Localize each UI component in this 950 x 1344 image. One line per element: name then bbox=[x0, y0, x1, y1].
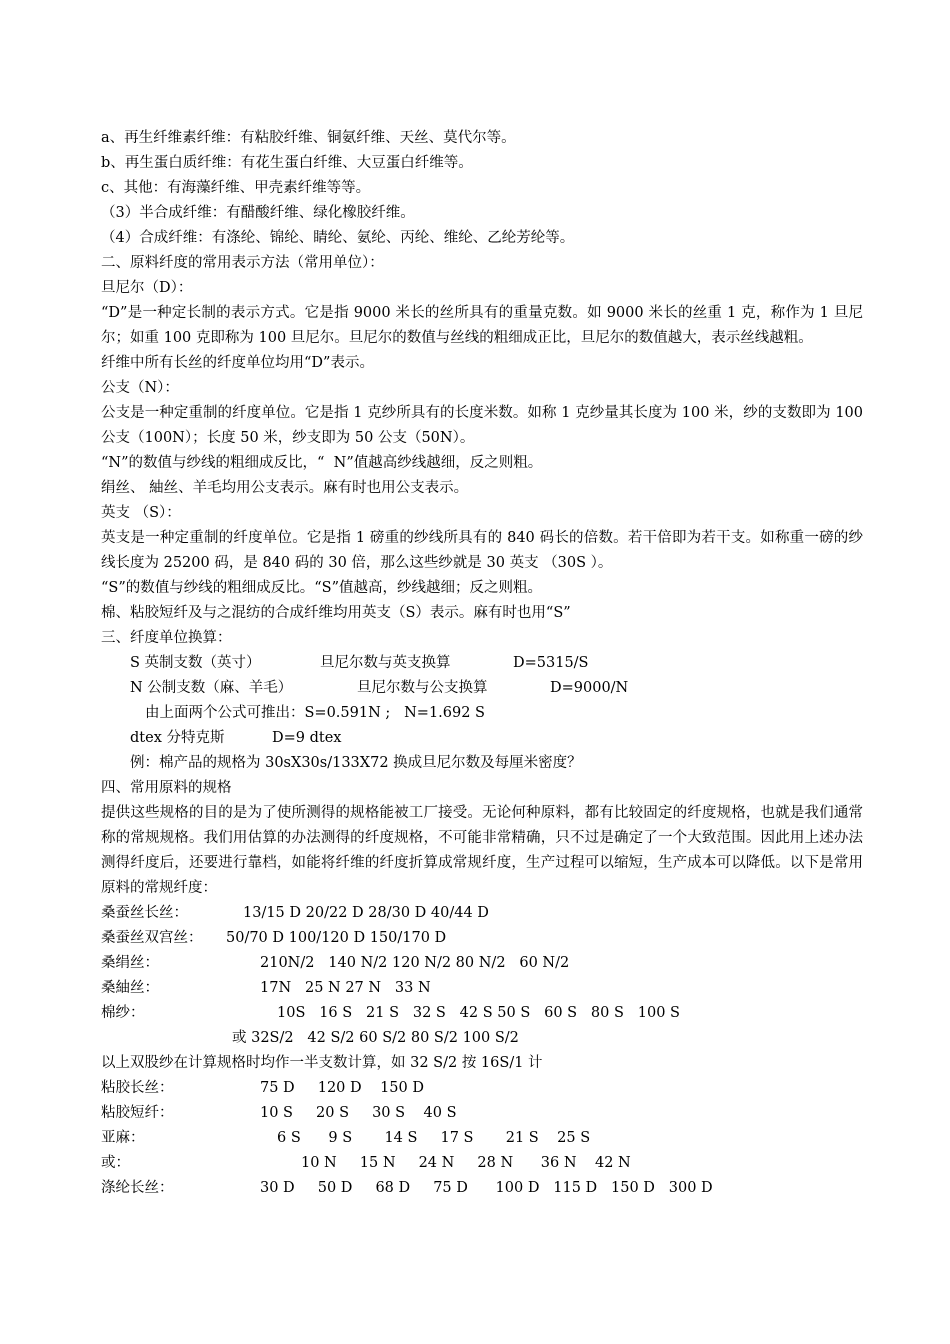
conversion-row bbox=[101, 676, 863, 701]
spec-row bbox=[101, 1026, 863, 1051]
spec-values: 或 32S/2 42 S/2 60 S/2 80 S/2 100 S/2 bbox=[232, 1030, 519, 1046]
spec-label: 粘胶短纤： bbox=[101, 1105, 174, 1121]
text-line: “S”的数值与纱线的粗细成反比。“S”值越高，纱线越细；反之则粗。 bbox=[101, 580, 543, 596]
spec-row bbox=[101, 976, 863, 1001]
conversion-formula: D=9 dtex bbox=[272, 730, 342, 746]
conversion-desc: 旦尼尔数与英支换算 bbox=[320, 655, 451, 671]
section-heading: 三、纤度单位换算： bbox=[101, 630, 232, 646]
text-line: “N”的数值与纱线的粗细成反比，“ N”值越高纱线越细，反之则粗。 bbox=[101, 455, 543, 471]
spec-label: 桑蚕丝双宫丝： bbox=[101, 930, 203, 946]
spec-row bbox=[101, 951, 863, 976]
spec-label: 桑绢丝： bbox=[101, 955, 159, 971]
conversion-unit: S 英制支数（英寸） bbox=[130, 655, 261, 671]
text-line: 纤维中所有长丝的纤度单位均用“D”表示。 bbox=[101, 355, 374, 371]
subheading-english-count: 英支 （S）： bbox=[101, 505, 181, 521]
section-heading: 四、常用原料的规格 bbox=[101, 780, 232, 796]
spec-values: 75 D 120 D 150 D bbox=[260, 1080, 424, 1096]
conversion-unit: N 公制支数（麻、羊毛） bbox=[130, 680, 293, 696]
spec-row bbox=[101, 1001, 863, 1026]
spec-row bbox=[101, 1151, 863, 1176]
text-line: 绢丝、 紬丝、羊毛均用公支表示。麻有时也用公支表示。 bbox=[101, 480, 469, 496]
paragraph-english-count: 英支是一种定重制的纤度单位。它是指 1 磅重的纱线所具有的 840 码长的倍数。若干倍即为若干支。如称重一磅的纱线长度为 25200 码，是 840 码的 30 倍，那么这些纱就是 30 英支 （30S ）。 bbox=[101, 530, 863, 571]
text-line: 以上双股纱在计算规格时均作一半支数计算，如 32 S/2 按 16S/1 计 bbox=[101, 1055, 543, 1071]
paragraph-denier: “D”是一种定长制的表示方式。它是指 9000 米长的丝所具有的重量克数。如 9000 米长的丝重 1 克，称作为 1 旦尼尔；如重 100 克即称为 100 旦尼尔。旦尼尔的数值与丝线的粗细成正比，旦尼尔的数值越大，表示丝线越粗。 bbox=[101, 305, 863, 346]
spec-label: 或： bbox=[101, 1155, 130, 1171]
spec-row bbox=[101, 1126, 863, 1151]
spec-label: 亚麻： bbox=[101, 1130, 145, 1146]
conversion-formula: D=9000/N bbox=[550, 680, 629, 696]
spec-values: 17N 25 N 27 N 33 N bbox=[260, 980, 431, 996]
subheading-metric-count: 公支（N）： bbox=[101, 380, 179, 396]
text-line: c、其他：有海藻纤维、甲壳素纤维等等。 bbox=[101, 180, 371, 196]
text-line: 棉、粘胶短纤及与之混纺的合成纤维均用英支（S）表示。麻有时也用“S” bbox=[101, 605, 571, 621]
conversion-formula: D=5315/S bbox=[513, 655, 589, 671]
spec-label: 粘胶长丝： bbox=[101, 1080, 174, 1096]
spec-values: 6 S 9 S 14 S 17 S 21 S 25 S bbox=[277, 1130, 591, 1146]
subheading-denier: 旦尼尔（D）： bbox=[101, 280, 193, 296]
document-body bbox=[101, 126, 863, 1201]
paragraph-specs: 提供这些规格的目的是为了使所测得的规格能被工厂接受。无论何种原料，都有比较固定的纤度规格，也就是我们通常称的常规规格。我们用估算的办法测得的纤度规格，不可能非常精确，只不过是确定了一个大致范围。因此用上述办法测得纤度后，还要进行靠档，如能将纤维的纤度折算成常规纤度，生产过程可以缩短，生产成本可以降低。以下是常用原料的常规纤度： bbox=[101, 805, 863, 896]
conversion-row bbox=[101, 726, 863, 751]
spec-label: 涤纶长丝： bbox=[101, 1180, 174, 1196]
paragraph-metric-count: 公支是一种定重制的纤度单位。它是指 1 克纱所具有的长度米数。如称 1 克纱量其长度为 100 米，纱的支数即为 100 公支（100N）；长度 50 米，纱支即为 50 公支（50N）。 bbox=[101, 405, 864, 446]
spec-label: 棉纱： bbox=[101, 1005, 145, 1021]
spec-values: 10 N 15 N 24 N 28 N 36 N 42 N bbox=[301, 1155, 631, 1171]
conversion-row bbox=[101, 651, 863, 676]
text-line: a、再生纤维素纤维：有粘胶纤维、铜氨纤维、天丝、莫代尔等。 bbox=[101, 130, 516, 146]
spec-row bbox=[101, 1101, 863, 1126]
text-line: 由上面两个公式可推出：S=0.591N ; N=1.692 S bbox=[145, 705, 485, 721]
conversion-unit: dtex 分特克斯 bbox=[130, 730, 225, 746]
spec-values: 10 S 20 S 30 S 40 S bbox=[260, 1105, 457, 1121]
spec-row bbox=[101, 1176, 863, 1201]
spec-values: 13/15 D 20/22 D 28/30 D 40/44 D bbox=[243, 905, 489, 921]
section-heading: 二、原料纤度的常用表示方法（常用单位）： bbox=[101, 255, 384, 271]
spec-row bbox=[101, 901, 863, 926]
spec-row bbox=[101, 926, 863, 951]
spec-values: 50/70 D 100/120 D 150/170 D bbox=[226, 930, 447, 946]
spec-label: 桑蚕丝长丝： bbox=[101, 905, 188, 921]
conversion-desc: 旦尼尔数与公支换算 bbox=[357, 680, 488, 696]
spec-label: 桑紬丝： bbox=[101, 980, 159, 996]
text-line: （3）半合成纤维：有醋酸纤维、绿化橡胶纤维。 bbox=[101, 205, 415, 221]
spec-values: 210N/2 140 N/2 120 N/2 80 N/2 60 N/2 bbox=[260, 955, 570, 971]
spec-row bbox=[101, 1076, 863, 1101]
text-line: 例：棉产品的规格为 30sX30s/133X72 换成旦尼尔数及每厘米密度？ bbox=[130, 755, 582, 771]
text-line: （4）合成纤维：有涤纶、锦纶、睛纶、氨纶、丙纶、维纶、乙纶芳纶等。 bbox=[101, 230, 575, 246]
text-line: b、再生蛋白质纤维：有花生蛋白纤维、大豆蛋白纤维等。 bbox=[101, 155, 473, 171]
spec-values: 10S 16 S 21 S 32 S 42 S 50 S 60 S 80 S 100 S bbox=[277, 1005, 680, 1021]
spec-values: 30 D 50 D 68 D 75 D 100 D 115 D 150 D 300 D bbox=[260, 1180, 713, 1196]
